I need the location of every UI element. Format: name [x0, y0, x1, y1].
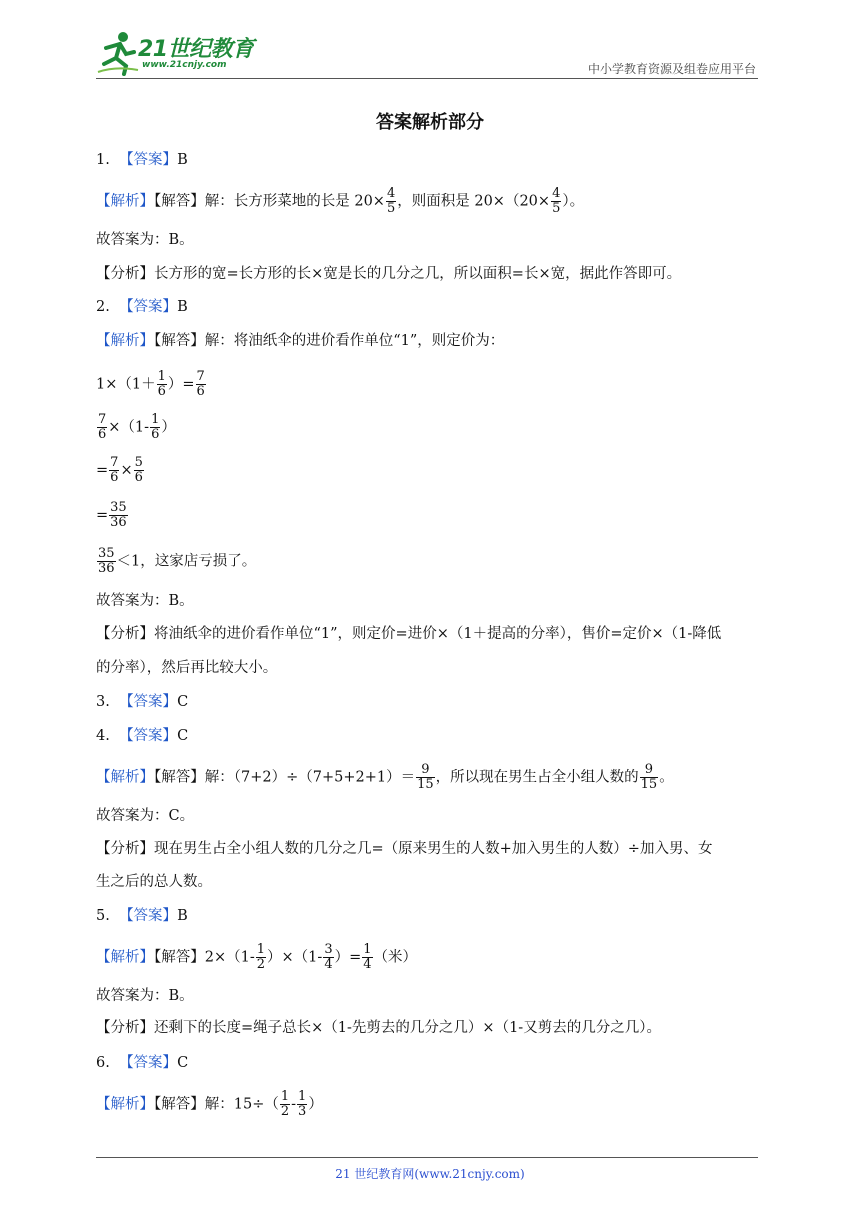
jiexi-label: 【解析】	[96, 193, 154, 210]
q1-jiexi-b: ，则面积是 20×（20×	[397, 193, 551, 210]
fenxi-label: 【分析】	[96, 266, 154, 282]
q4-conclusion: 故答案为：C。	[96, 808, 195, 824]
fenxi-label: 【分析】	[96, 626, 154, 642]
q4-fenxi-line-2: 生之后的总人数。	[96, 874, 212, 890]
logo-url: www.21cnjy.com	[142, 60, 227, 70]
q1-conclusion: 故答案为：B。	[96, 232, 194, 248]
q2-fenxi-line-2: 的分率），然后再比较大小。	[96, 660, 278, 676]
answer-label: 【答案】	[119, 299, 178, 315]
q5-answer: B	[177, 908, 188, 924]
page-footer: 21 世纪教育网(www.21cnjy.com)	[335, 1167, 525, 1181]
q1-jiexi-a: 解：长方形菜地的长是 20×	[204, 193, 385, 210]
answer-label: 【答案】	[119, 728, 178, 744]
page-header	[96, 30, 758, 78]
q2-answer-line	[96, 296, 188, 318]
header-tagline: 中小学教育资源及组卷应用平台	[587, 62, 756, 76]
q2-step-5: $\frac{35}{36}$ ＜1，这家店亏损了。	[98, 546, 257, 576]
q4-number: 4.	[96, 728, 110, 744]
runner-logo-icon	[96, 30, 140, 76]
jiexi-label: 【解析】	[96, 1096, 154, 1113]
fraction: $\frac{1}{6}$	[151, 412, 160, 442]
fraction: $\frac{4}{5}$	[386, 186, 396, 216]
q6-answer: C	[177, 1055, 189, 1071]
fraction: $\frac{1}{2}$	[256, 942, 266, 972]
q2-conclusion: 故答案为：B。	[96, 593, 194, 609]
answer-label: 【答案】	[119, 1055, 178, 1071]
jieda-label: 【解答】	[154, 949, 205, 966]
q2-number: 2.	[96, 299, 110, 315]
fraction: $\frac{1}{4}$	[363, 942, 372, 972]
q2-fenxi-line-1: 【分析】将油纸伞的进价看作单位“1”，则定价=进价×（1＋提高的分率），售价=定价×（1-降低	[96, 626, 722, 642]
jieda-label: 【解答】	[154, 769, 205, 786]
logo-text: 21世纪教育	[138, 37, 254, 62]
answer-label: 【答案】	[119, 694, 178, 710]
jiexi-label: 【解析】	[96, 333, 154, 349]
q2-step-4: = $\frac{35}{36}$	[96, 500, 127, 530]
q2-step-1: 1×（1＋ $\frac{1}{6}$ ）= $\frac{7}{6}$	[96, 369, 205, 399]
footer-divider	[96, 1157, 758, 1158]
q2-answer: B	[177, 299, 188, 315]
q1-number: 1.	[96, 152, 110, 168]
fraction: $\frac{7}{6}$	[98, 412, 107, 442]
q5-answer-line	[96, 905, 188, 927]
jieda-label: 【解答】	[154, 193, 205, 210]
q3-answer-line	[96, 691, 188, 713]
q2-jiexi: 解：将油纸伞的进价看作单位“1”，则定价为：	[204, 333, 505, 349]
fraction: $\frac{4}{5}$	[552, 186, 561, 216]
q1-fenxi: 长方形的宽=长方形的长×宽是长的几分之几，所以面积=长×宽，据此作答即可。	[154, 266, 682, 282]
q5-conclusion: 故答案为：B。	[96, 988, 194, 1004]
jiexi-label: 【解析】	[96, 769, 154, 786]
jiexi-label: 【解析】	[96, 949, 154, 966]
site-logo	[96, 30, 266, 76]
jieda-label: 【解答】	[154, 1096, 205, 1113]
q1-answer-line	[96, 149, 188, 171]
fraction: $\frac{9}{15}$	[640, 762, 658, 792]
q6-number: 6.	[96, 1055, 110, 1071]
fenxi-label: 【分析】	[96, 1020, 154, 1036]
q3-answer: C	[177, 694, 189, 710]
q2-step-3: = $\frac{7}{6}$ × $\frac{5}{6}$	[96, 455, 143, 485]
q5-fenxi-line: 【分析】还剩下的长度=绳子总长×（1-先剪去的几分之几）×（1-又剪去的几分之几）。	[96, 1020, 661, 1036]
q2-step-2: $\frac{7}{6}$ ×（1- $\frac{1}{6}$ ）	[98, 412, 176, 442]
header-divider	[96, 78, 758, 79]
fraction: $\frac{3}{4}$	[324, 942, 333, 972]
fraction: $\frac{9}{15}$	[417, 762, 434, 792]
q1-analysis-line	[96, 187, 584, 216]
q4-analysis-line: 【解析】【解答】解：（7+2）÷（7+5+2+1）＝ $\frac{9}{15}$ ，所以现在男生占全小组人数的 $\frac{9}{15}$ 。	[96, 762, 674, 792]
fraction: $\frac{7}{6}$	[196, 369, 205, 399]
q4-answer-line	[96, 725, 188, 747]
q4-fenxi-line-1: 【分析】现在男生占全小组人数的几分之几=（原来男生的人数+加入男生的人数）÷加入男、女	[96, 841, 713, 857]
fraction: $\frac{35}{36}$	[98, 546, 115, 576]
q4-answer: C	[177, 728, 189, 744]
fenxi-label: 【分析】	[96, 841, 154, 857]
q1-fenxi-line	[96, 263, 681, 285]
fraction: $\frac{1}{6}$	[157, 369, 166, 399]
fraction: $\frac{5}{6}$	[134, 455, 143, 485]
q5-analysis-line: 【解析】【解答】2×（1- $\frac{1}{2}$ ）×（1- $\frac{3}{4}$ ）= $\frac{1}{4}$ （米）	[96, 942, 418, 972]
answer-label: 【答案】	[119, 152, 178, 168]
fraction: $\frac{1}{3}$	[298, 1089, 307, 1119]
q6-answer-line	[96, 1052, 188, 1074]
fraction: $\frac{35}{36}$	[110, 500, 127, 530]
q6-analysis-line: 【解析】【解答】解：15÷（ $\frac{1}{2}$ - $\frac{1}{3}$ ）	[96, 1089, 323, 1119]
q3-number: 3.	[96, 694, 110, 710]
q1-answer: B	[177, 152, 188, 168]
q1-jiexi-c: ）。	[562, 193, 585, 210]
page-title: 答案解析部分	[376, 112, 484, 133]
answer-label: 【答案】	[119, 908, 178, 924]
fraction: $\frac{1}{2}$	[280, 1089, 290, 1119]
q5-number: 5.	[96, 908, 110, 924]
jieda-label: 【解答】	[154, 333, 205, 349]
q2-analysis-line	[96, 330, 504, 352]
fraction: $\frac{7}{6}$	[110, 455, 119, 485]
